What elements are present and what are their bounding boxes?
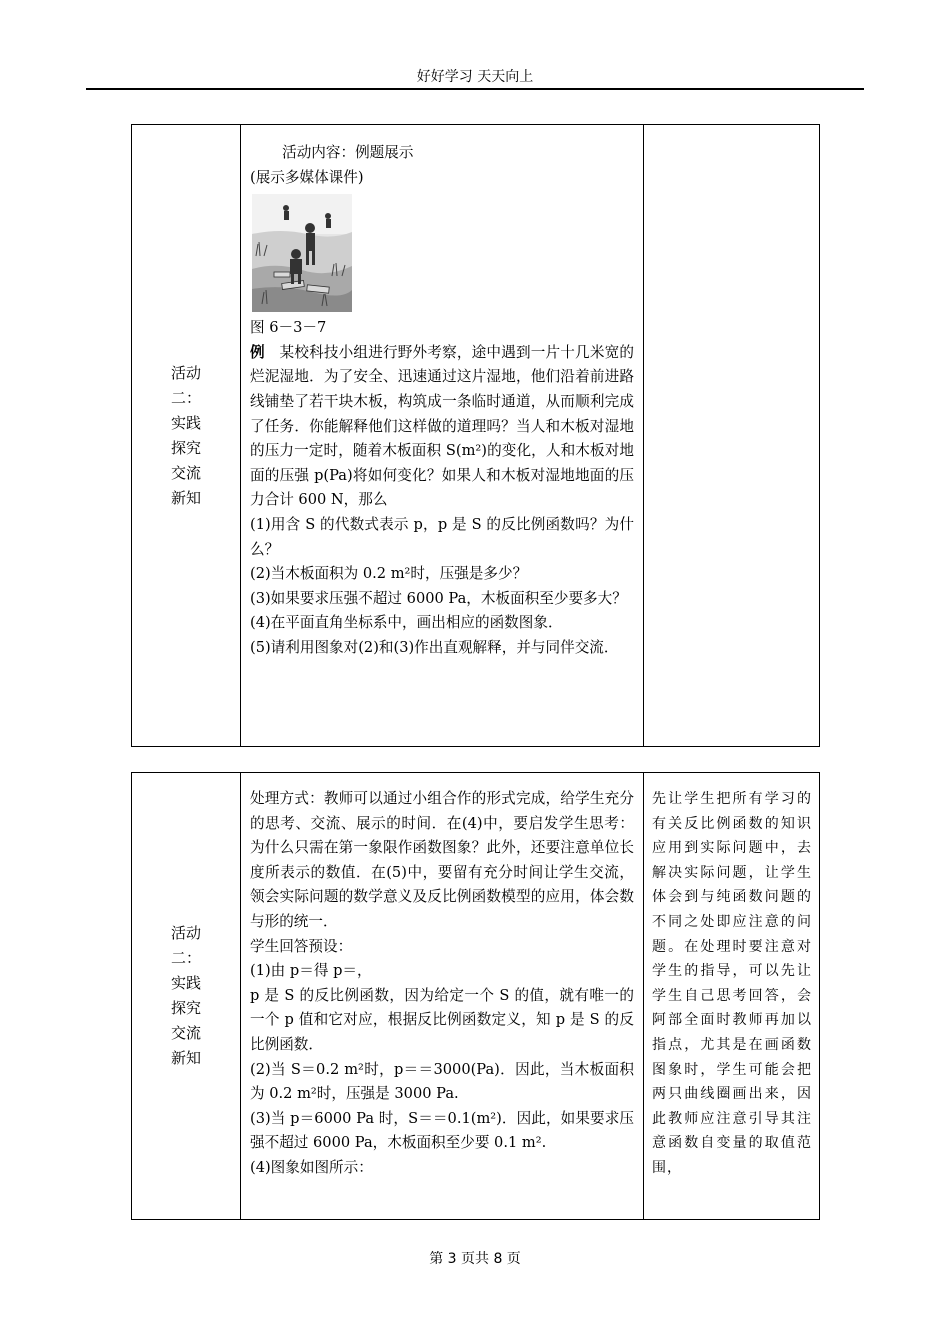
handling-method: 处理方式：教师可以通过小组合作的形式完成，给学生充分的思考、交流、展示的时间．在(4)中，要启发学生思考：为什么只需在第一象限作函数图象？此外，还要注意单位长度所表示的数值．在(5)中，要留有充分时间让学生交流，领会实际问题的数学意义及反比例函数模型的应用，体会数与形的统一． [250, 790, 634, 930]
page-header: 好好学习 天天向上 [86, 66, 864, 90]
answer-item: (1)由 p＝得 p＝， [250, 962, 372, 980]
design-note: 先让学生把所有学习的有关反比例函数的知识应用到实际问题中，去解决实际问题，让学生体会到与纯函数问题的不同之处即应注意的问题。在处理时要注意对学生的指导，可以先让学生自己思考回答，会阿部全面时教师再加以指点，尤其是在画函数图象时，学生可能会把两只曲线圈画出来，因此教师应注意引导其注意函数自变量的取值范围， [652, 791, 812, 1176]
question-item: (4)在平面直角坐标系中，画出相应的函数图象． [250, 614, 563, 632]
answer-item: (4)图象如图所示： [250, 1158, 373, 1176]
answer-heading: 学生回答预设： [250, 937, 353, 955]
question-item: (3)如果要求压强不超过 6000 Pa，木板面积至少要多大？ [250, 589, 627, 607]
activity-label-line: 探究 [170, 438, 201, 457]
activity-label-line: 新知 [170, 1049, 201, 1067]
example-text: 某校科技小组进行野外考察，途中遇到一片十几米宽的烂泥湿地．为了安全、迅速通过这片湿地，他们沿着前进路线铺垫了若干块木板，构筑成一条临时通道，从而顺利完成了任务．你能解释他们这样做的道理吗？当人和木板对湿地的压力一定时，随着木板面积 S(m²)的变化，人和木板对地面的压强 p(Pa)将如何变化？如果人和木板对湿地地面的压力合计 600 N，那么 [250, 343, 634, 509]
lesson-table-activity-solution [131, 772, 820, 1220]
activity-label-line: 实践 [170, 413, 201, 432]
media-note: (展示多媒体课件) [250, 168, 364, 186]
activity-label-line: 交流 [170, 1024, 201, 1042]
activity-label-line: 实践 [170, 974, 201, 992]
figure-caption: 图 6－3－7 [250, 319, 327, 337]
activity-title: 活动内容：例题展示 [282, 144, 414, 161]
question-item: (1)用含 S 的代数式表示 p，p 是 S 的反比例函数吗？为什么？ [250, 515, 634, 558]
activity-label-line: 新知 [170, 488, 201, 507]
design-note [644, 125, 819, 143]
question-item: (2)当木板面积为 0.2 m²时，压强是多少？ [250, 565, 528, 583]
activity-label-cell [132, 125, 241, 747]
wetland-illustration [252, 194, 352, 312]
example-paragraph [250, 341, 634, 513]
answer-item: p 是 S 的反比例函数，因为给定一个 S 的值，就有唯一的一个 p 值和它对应，根据反比例函数定义，知 p 是 S 的反比例函数． [250, 986, 634, 1053]
answer-item: (2)当 S＝0.2 m²时，p＝＝3000(Pa)．因此，当木板面积为 0.2 m²时，压强是 3000 Pa. [250, 1060, 634, 1103]
answer-item: (3)当 p＝6000 Pa 时，S＝＝0.1(m²)．因此，如果要求压强不超过 6000 Pa，木板面积至少要 0.1 m². [250, 1109, 634, 1152]
question-item: (5)请利用图象对(2)和(3)作出直观解释，并与同伴交流． [250, 638, 619, 656]
design-note-cell [644, 773, 820, 1220]
activity-label-line: 二： [170, 949, 201, 967]
page-footer: 第 3 页共 8 页 [429, 1251, 521, 1267]
activity-label-line: 活动 [170, 924, 201, 942]
activity-label-line: 交流 [170, 463, 201, 482]
activity-label-cell [132, 773, 241, 1220]
content-cell [241, 773, 644, 1220]
activity-label-line: 二： [170, 388, 201, 407]
example-label: 例 [250, 343, 265, 361]
content-cell [241, 125, 644, 747]
activity-label-line: 探究 [170, 999, 201, 1017]
activity-label-line: 活动 [170, 363, 201, 382]
lesson-table-activity-example [131, 124, 820, 747]
design-note-cell [644, 125, 820, 747]
